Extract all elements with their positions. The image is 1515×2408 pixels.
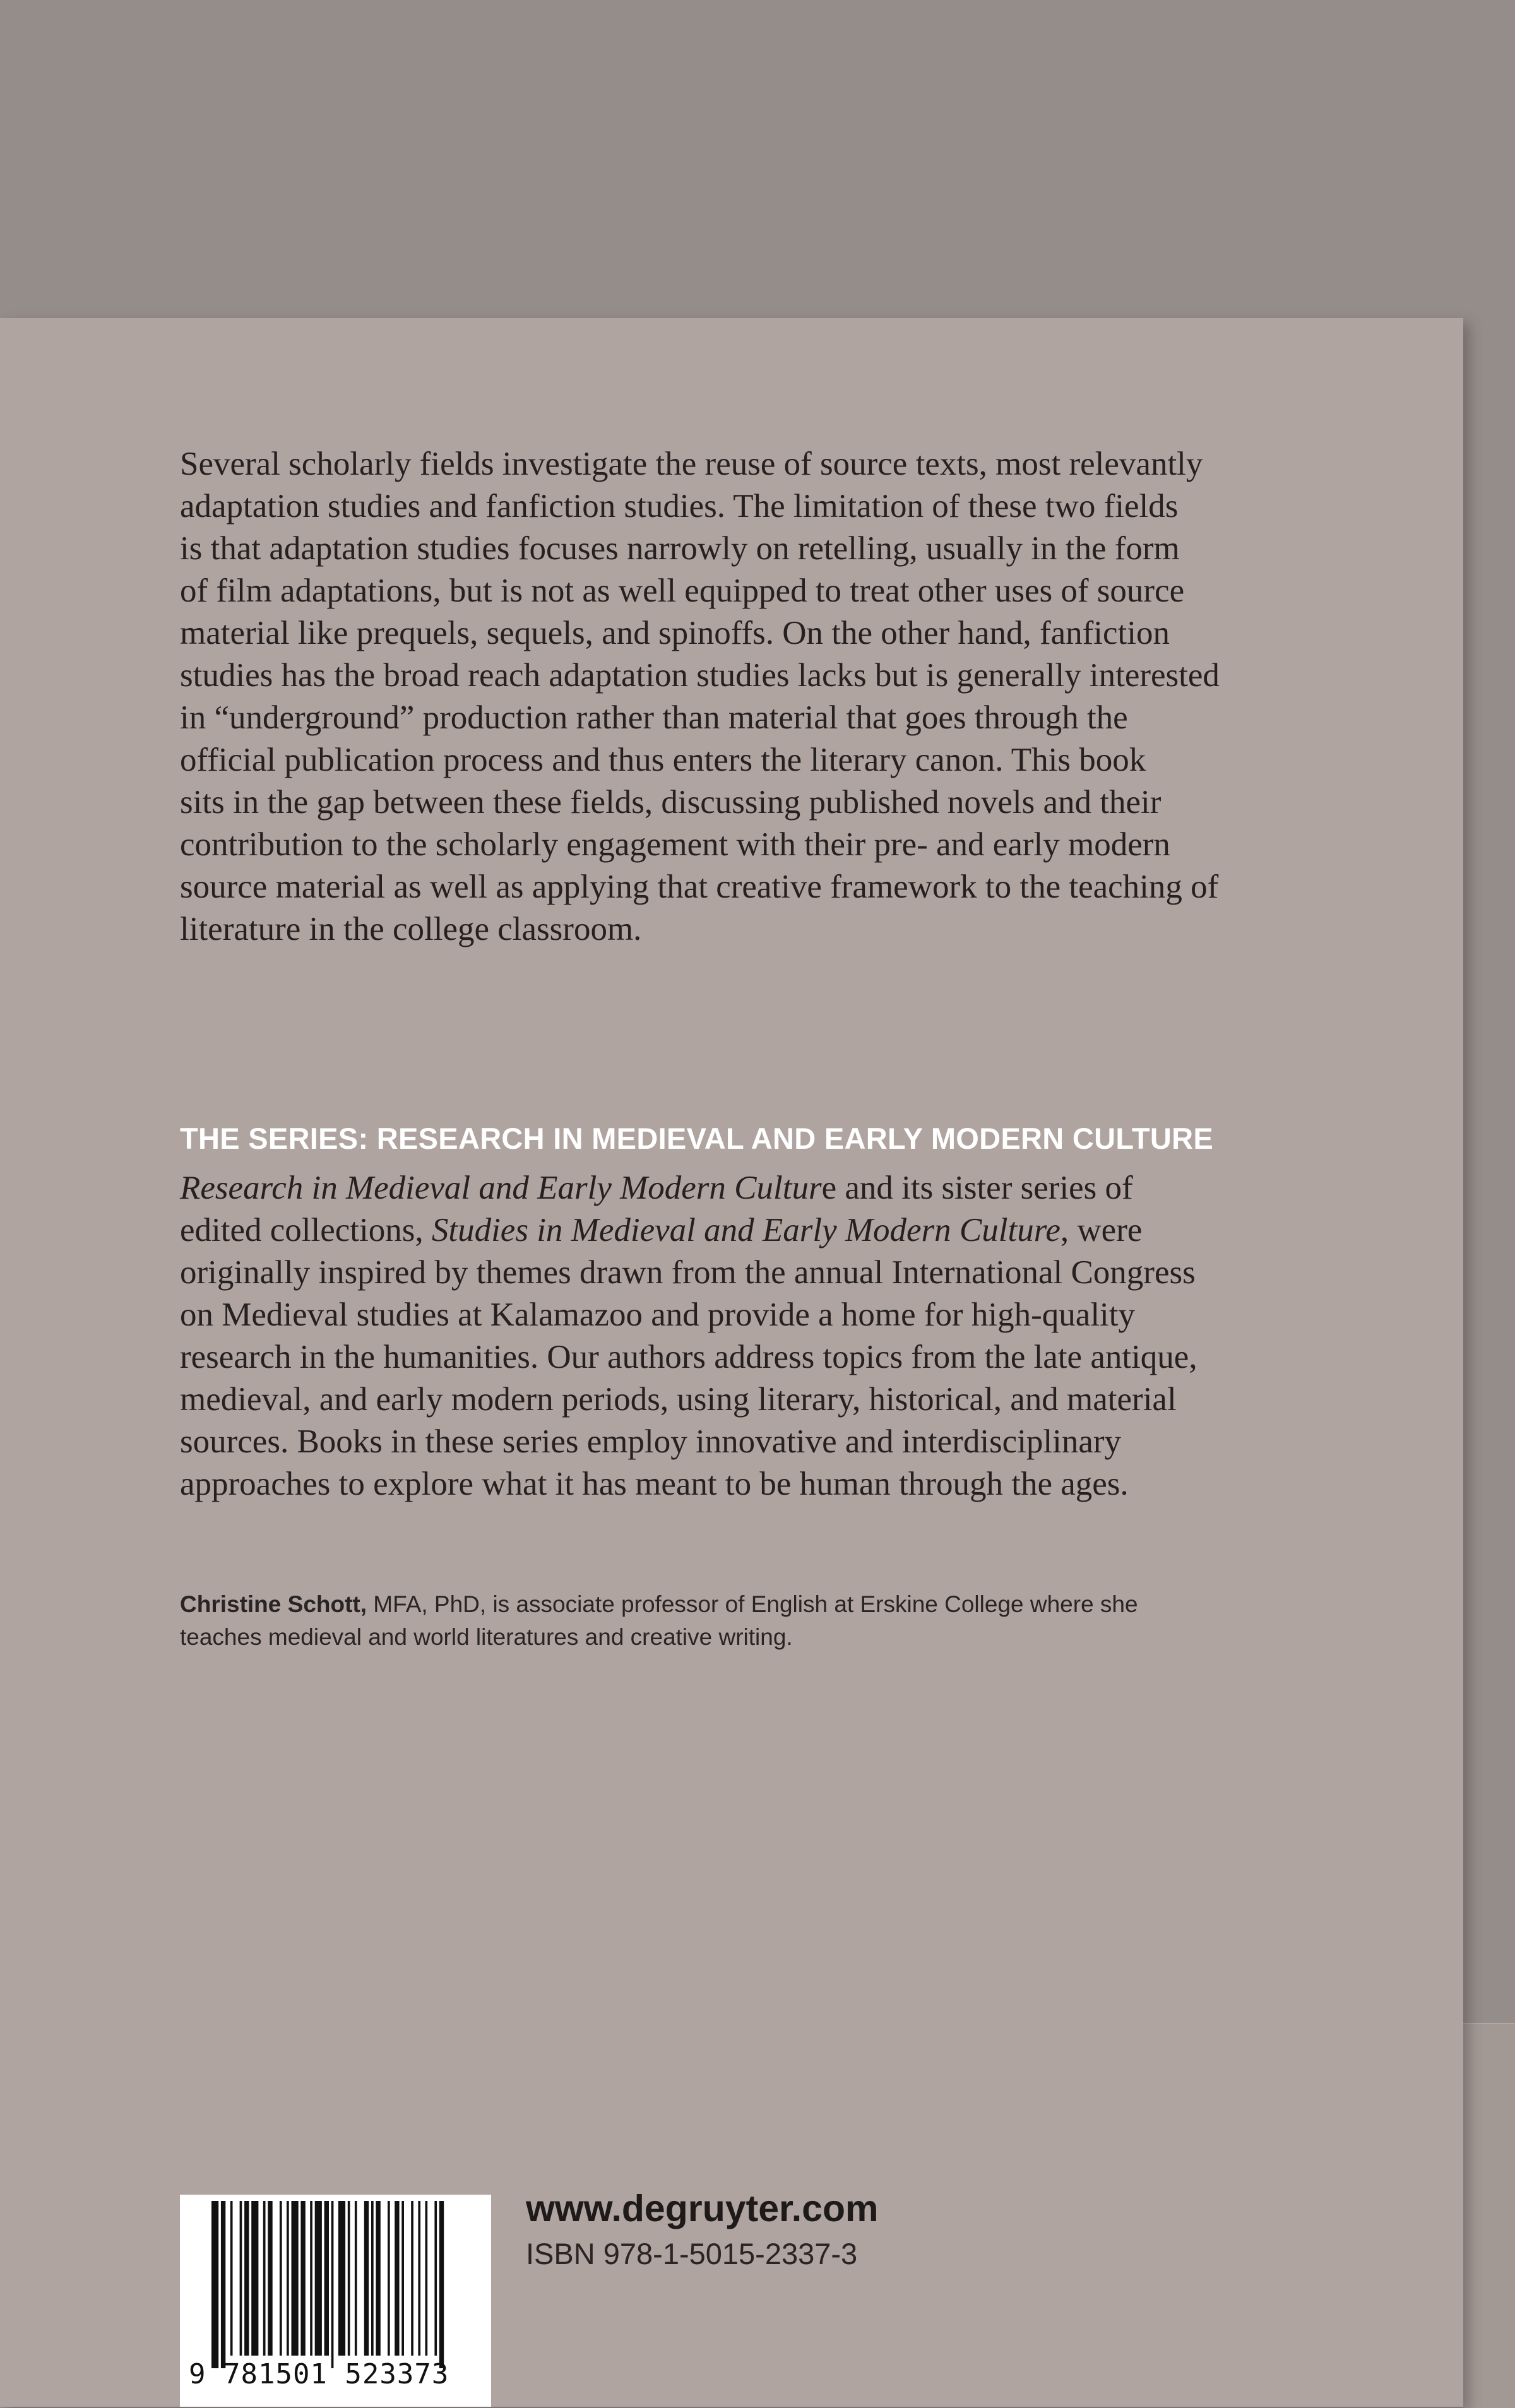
barcode-bar xyxy=(221,2201,225,2368)
barcode-bar xyxy=(401,2201,404,2356)
barcode-bar xyxy=(418,2201,420,2356)
barcode-bar xyxy=(364,2201,369,2356)
barcode-bar xyxy=(425,2201,428,2356)
author-name: Christine Schott, xyxy=(180,1591,367,1617)
barcode-bar xyxy=(348,2201,350,2356)
barcode-bar xyxy=(411,2201,413,2356)
author-bio-line: Christine Schott, MFA, PhD, is associate professor of English at Erskine College where she xyxy=(180,1591,1138,1617)
barcode-bar xyxy=(263,2201,266,2356)
author-bio-line: teaches medieval and world literatures and creative writing. xyxy=(180,1624,793,1650)
barcode-bar xyxy=(211,2201,218,2368)
barcode-bar xyxy=(331,2201,334,2368)
series-line: on Medieval studies at Kalamazoo and provide a home for high-quality xyxy=(180,1296,1136,1333)
barcode-bar xyxy=(251,2201,258,2356)
barcode-bar xyxy=(268,2201,272,2356)
barcode-bar xyxy=(376,2201,380,2356)
book-back-cover xyxy=(0,318,1463,2407)
barcode-bar xyxy=(338,2201,345,2356)
series-line: medieval, and early modern periods, using literary, historical, and material xyxy=(180,1381,1177,1418)
barcode-bar xyxy=(439,2201,444,2368)
background-strip xyxy=(1463,2023,1515,2408)
series-line: research in the humanities. Our authors address topics from the late antique, xyxy=(180,1339,1197,1375)
barcode-bar xyxy=(230,2201,233,2356)
series-line: Research in Medieval and Early Modern Culture and its sister series of xyxy=(180,1170,1133,1206)
barcode-bar xyxy=(300,2201,305,2356)
barcode-bar xyxy=(315,2201,322,2356)
barcode-bar xyxy=(371,2201,374,2356)
barcode-bar xyxy=(287,2201,289,2356)
barcode-bar xyxy=(395,2201,399,2356)
barcode-bar xyxy=(244,2201,249,2356)
barcode-bar xyxy=(240,2201,242,2356)
barcode-bar xyxy=(310,2201,312,2356)
series-line: edited collections, Studies in Medieval and Early Modern Culture, were xyxy=(180,1212,1143,1248)
series-line: approaches to explore what it has meant to be human through the ages. xyxy=(180,1466,1129,1502)
barcode-bar xyxy=(434,2201,437,2356)
series-description xyxy=(180,1167,1367,1505)
book-description: Several scholarly fields investigate the reuse of source texts, most relevantly adaptation studies and fanfiction studies. The limitation of these two fields is that adaptation studies focuses narrowly on retelling, usually in the form of film adaptations, but is not as well equipped to treat other uses of source material like prequels, sequels, and spinoffs. On the other hand, fanfiction studies has the broad reach adaptation studies lacks but is generally interested in “underground” production rather than material that goes through the official publication process and thus enters the literary canon. This book sits in the gap between these fields, discussing published novels and their contribution to the scholarly engagement with their pre- and early modern source material as well as applying that creative framework to the teaching of literature in the college classroom. xyxy=(180,446,1220,947)
barcode-bar xyxy=(388,2201,390,2356)
barcode-bar xyxy=(324,2201,329,2356)
isbn-number: ISBN 978-1-5015-2337-3 xyxy=(526,2237,858,2270)
series-title-italic: Research in Medieval and Early Modern Cultur xyxy=(180,1170,822,1206)
barcode-digits: 9 781501 523373 xyxy=(189,2358,449,2390)
series-heading: THE SERIES: RESEARCH IN MEDIEVAL AND EARLY MODERN CULTURE xyxy=(180,1122,1214,1155)
barcode-bar xyxy=(280,2201,282,2356)
barcode-bar xyxy=(355,2201,357,2356)
series-line: sources. Books in these series employ innovative and interdisciplinary xyxy=(180,1423,1122,1460)
author-bio xyxy=(180,1588,1379,1654)
barcode-bar xyxy=(292,2201,299,2356)
publisher-website[interactable]: www.degruyter.com xyxy=(526,2188,879,2229)
isbn-barcode xyxy=(180,2195,491,2407)
series-line: originally inspired by themes drawn from the annual International Congress xyxy=(180,1254,1196,1291)
sister-series-title-italic: Studies in Medieval and Early Modern Culture xyxy=(431,1212,1060,1248)
